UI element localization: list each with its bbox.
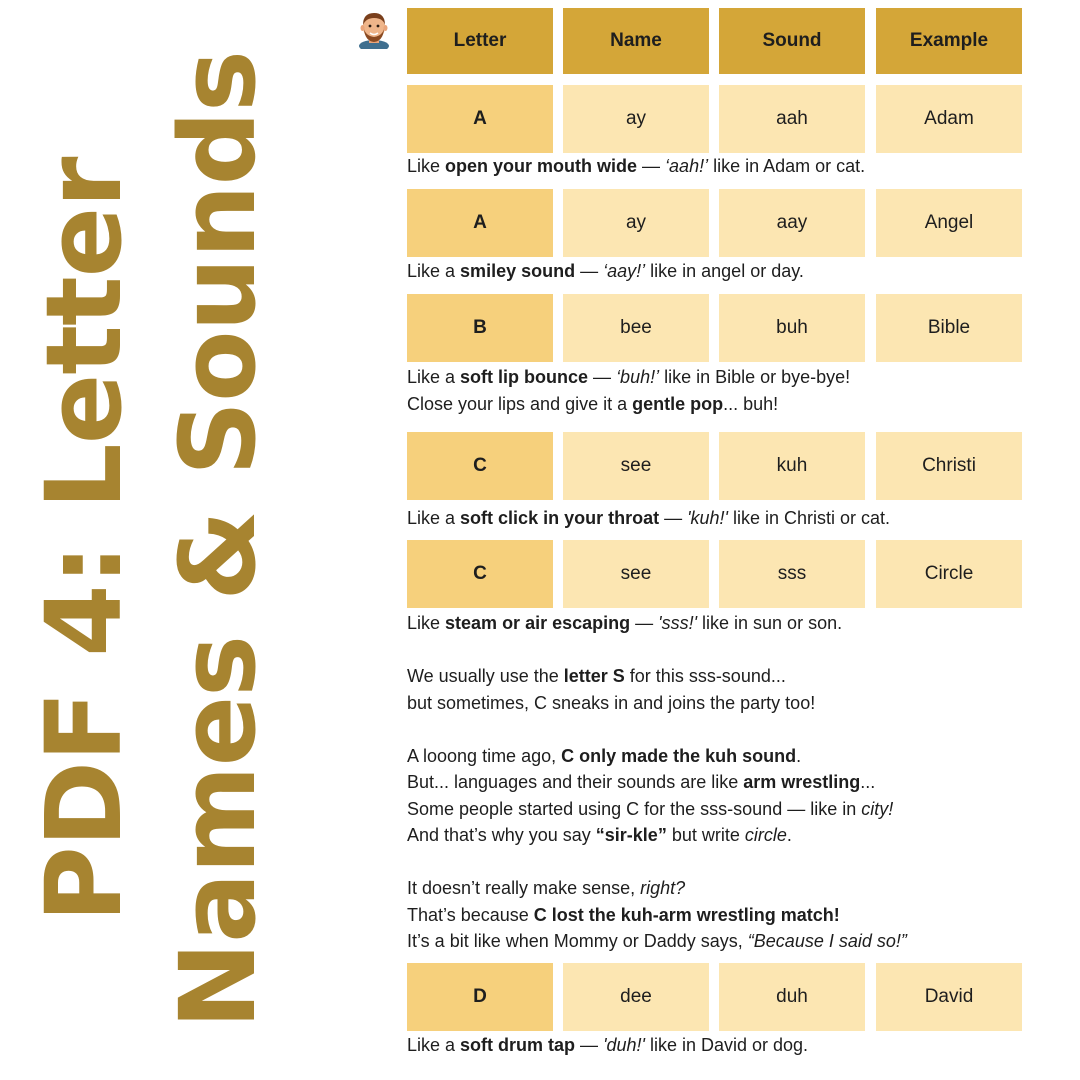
header-name: Name	[563, 8, 709, 74]
cell-letter: C	[407, 432, 553, 500]
cell-name: see	[563, 540, 709, 608]
table-row	[407, 294, 1022, 362]
cell-example: David	[876, 963, 1022, 1031]
header-example: Example	[876, 8, 1022, 74]
description-a-aah: Like open your mouth wide — ‘aah!’ like in Adam or cat.	[407, 156, 866, 176]
cell-sound: sss	[719, 540, 865, 608]
cell-example: Circle	[876, 540, 1022, 608]
cell-name: bee	[563, 294, 709, 362]
cell-sound: buh	[719, 294, 865, 362]
cell-letter: A	[407, 85, 553, 153]
header-letter: Letter	[407, 8, 553, 74]
cell-sound: aay	[719, 189, 865, 257]
table-row	[407, 963, 1022, 1031]
description-a-aay: Like a smiley sound — ‘aay!’ like in angel or day.	[407, 261, 804, 281]
table-row	[407, 432, 1022, 500]
cell-name: dee	[563, 963, 709, 1031]
cell-letter: D	[407, 963, 553, 1031]
table-row	[407, 540, 1022, 608]
cell-letter: C	[407, 540, 553, 608]
table-row	[407, 189, 1022, 257]
title-line-2: Names & Sounds	[157, 51, 279, 1029]
cell-example: Angel	[876, 189, 1022, 257]
cell-sound: duh	[719, 963, 865, 1031]
cell-sound: aah	[719, 85, 865, 153]
description-c-sss: Like steam or air escaping — 'sss!' like in sun or son. We usually use the letter S for this sss-sound... but sometimes, C sneaks in and joins the party too! A looong time ago, C only made the kuh sound. But... languages and their sounds are like arm wrestling... Some people started using C for the sss-sound — like in city! And that’s why you say “sir-kle” but write circle. It doesn’t really make sense, right? That’s because C lost the kuh-arm wrestling match! It’s a bit like when Mommy or Daddy says, “Because I said so!”	[407, 613, 907, 951]
cell-sound: kuh	[719, 432, 865, 500]
cell-name: ay	[563, 85, 709, 153]
cell-example: Adam	[876, 85, 1022, 153]
cell-letter: B	[407, 294, 553, 362]
cell-example: Bible	[876, 294, 1022, 362]
description-c-kuh: Like a soft click in your throat — 'kuh!' like in Christi or cat.	[407, 508, 891, 528]
description-b: Like a soft lip bounce — ‘buh!’ like in Bible or bye-bye! Close your lips and give it a gentle pop... buh!	[407, 367, 851, 414]
page-title	[23, 40, 279, 1040]
cell-name: ay	[563, 189, 709, 257]
avatar-icon	[356, 9, 392, 49]
header-sound: Sound	[719, 8, 865, 74]
cell-example: Christi	[876, 432, 1022, 500]
cell-name: see	[563, 432, 709, 500]
table-header	[407, 8, 1022, 76]
cell-letter: A	[407, 189, 553, 257]
table-row	[407, 85, 1022, 153]
title-line-1: PDF 4: Letter	[23, 157, 145, 923]
description-d: Like a soft drum tap — 'duh!' like in David or dog.	[407, 1035, 809, 1055]
